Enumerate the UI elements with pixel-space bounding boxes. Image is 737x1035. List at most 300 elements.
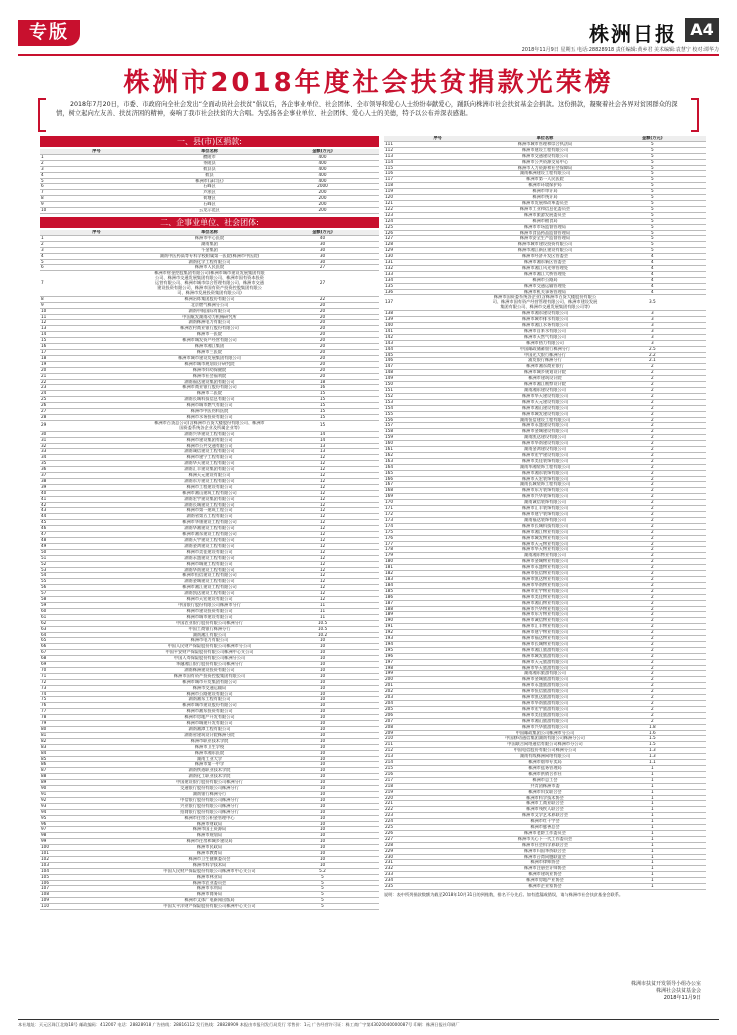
row-number: 117 [384,177,491,183]
row-unit-name: 株洲市美佳物业有限公司 [491,594,598,600]
row-amount: 2 [599,636,706,642]
row-number: 42 [40,502,153,508]
row-unit-name: 株洲市恒信建设工程有限公司 [153,573,266,579]
table-note: 说明：表中所列捐款数额为截至2018年10月31日的到账数，排名不分先后。如有遗漏或错误，请与株洲市社会扶贫基金会联系。 [384,892,624,897]
row-number: 89 [40,780,153,786]
row-number: 114 [384,159,491,165]
row-unit-name: 株洲市湘东商业银行 [491,364,598,370]
row-amount: 2 [599,535,706,541]
row-unit-name: 中国人民财产保险股份有限公司株洲市中心支公司 [153,868,266,874]
row-amount: 4 [599,254,706,260]
row-number: 94 [40,809,153,815]
row-number: 224 [384,819,491,825]
row-amount: 12 [266,490,379,496]
row-unit-name: 茶陵县 [153,160,266,166]
row-amount: 1 [599,765,706,771]
row-unit-name: 中国航发湖南动力机械研究所 [153,314,266,320]
row-amount: 1 [599,813,706,819]
row-number: 206 [384,712,491,718]
row-unit-name: 中国建设银行股份有限公司株洲分行 [153,780,266,786]
row-unit-name: 株洲市天宏建设有限公司 [153,597,266,603]
row-number: 138 [384,311,491,317]
row-amount: 10 [266,839,379,845]
row-unit-name: 株洲市美佳装饰有限公司 [491,458,598,464]
row-unit-name: 株洲市公共资源交易中心 [491,159,598,165]
row-amount: 10.2 [266,632,379,638]
row-amount: 1 [599,848,706,854]
row-number: 77 [40,709,153,715]
row-amount: 2 [599,470,706,476]
row-number: 51 [40,555,153,561]
row-amount: 5 [599,236,706,242]
col-header-amount: 金额(万元) [599,136,706,141]
row-amount: 2 [599,429,706,435]
row-number: 131 [384,260,491,266]
row-amount: 5 [599,147,706,153]
row-unit-name: 株洲市机关事务管理局 [491,289,598,295]
row-unit-name: 湖南诚信建设工程有限公司 [153,449,266,455]
row-amount: 11 [266,608,379,614]
row-unit-name: 株洲市城建工程有限公司 [153,561,266,567]
enterprise-donation-table [40,230,379,910]
row-number: 83 [40,744,153,750]
row-unit-name: 株洲市城发旅游有限公司 [491,653,598,659]
row-unit-name: 株洲市永盛建设有限公司 [491,423,598,429]
row-number: 20 [40,367,153,373]
row-amount: 10 [266,709,379,715]
row-amount: 400 [266,154,379,160]
left-column [40,136,379,1001]
row-amount: 2 [599,606,706,612]
row-unit-name: 株洲市一医院 [153,332,266,338]
row-amount: 10 [266,809,379,815]
enterprise-table-body [40,235,379,909]
row-amount: 10 [266,756,379,762]
row-number: 110 [40,904,153,910]
row-unit-name: 株洲市湘江水务有限公司 [491,323,598,329]
row-amount: 2 [599,364,706,370]
row-amount: 5 [599,224,706,230]
row-amount: 5 [599,165,706,171]
row-number: 137 [384,295,491,311]
row-amount: 2 [599,612,706,618]
row-number: 162 [384,452,491,458]
row-unit-name: 湖南诚信装饰有限公司 [491,500,598,506]
row-amount: 12 [266,591,379,597]
row-amount: 10 [266,856,379,862]
row-number: 12 [40,320,153,326]
row-unit-name: 湖南湘东物业有限公司 [491,553,598,559]
row-amount: 2 [599,689,706,695]
row-amount: 10 [266,673,379,679]
row-unit-name: 株洲市永盛旅游有限公司 [491,683,598,689]
row-amount: 27 [266,271,379,297]
row-amount: 2 [599,476,706,482]
row-number: 189 [384,612,491,618]
row-number: 56 [40,585,153,591]
row-number: 234 [384,878,491,884]
row-amount: 1.5 [599,736,706,742]
row-number: 228 [384,842,491,848]
row-unit-name: 株洲市美佳建设有限公司 [153,549,266,555]
row-amount: 12 [266,549,379,555]
row-amount: 12 [266,473,379,479]
row-unit-name: 株洲市凯达物业有限公司 [491,576,598,582]
row-unit-name: 株洲市工程建设有限公司 [153,484,266,490]
row-amount: 12 [266,508,379,514]
row-amount: 10 [266,768,379,774]
col-header-amount: 金额(万元) [266,149,379,154]
row-unit-name: 华融湘江银行股份有限公司株洲分行 [153,662,266,668]
row-number: 219 [384,789,491,795]
row-amount: 30 [266,253,379,259]
section-county-title: 一、县(市)区捐款: [40,136,379,147]
row-unit-name: 湖南兴华建设工程有限公司 [153,431,266,437]
row-amount: 20 [266,308,379,314]
row-unit-name: 株洲市交通运输管理处 [491,283,598,289]
row-amount: 2 [599,529,706,535]
row-amount: 11 [266,614,379,620]
row-amount: 1 [599,801,706,807]
row-amount: 2 [599,417,706,423]
row-unit-name: 株洲市建宁工程有限公司 [153,455,266,461]
row-amount: 10 [266,862,379,868]
row-unit-name: 湖南铁道职业技术学院 [153,768,266,774]
row-unit-name: 株洲市发展和改革委员会 [491,200,598,206]
row-number: 90 [40,786,153,792]
row-amount: 20 [266,314,379,320]
row-unit-name: 株洲市中医伤科医院 [153,409,266,415]
row-number: 50 [40,549,153,555]
row-unit-name: 湖南湘江有限公司 [153,632,266,638]
row-number: 193 [384,636,491,642]
row-unit-name: 湖南华湘建设工程有限公司 [153,526,266,532]
row-number: 43 [40,508,153,514]
row-number: 118 [384,183,491,189]
row-amount: 2 [599,659,706,665]
row-unit-name: 株洲市烟草专卖局 [491,760,598,766]
signature-block [631,981,701,1002]
row-number: 132 [384,265,491,271]
row-unit-name: 株洲市总工会 [491,777,598,783]
row-amount: 13 [266,443,379,449]
row-amount: 16 [266,385,379,391]
row-unit-name: 湖南株洲电力有限公司 [153,320,266,326]
row-number: 28 [40,414,153,420]
row-number: 191 [384,624,491,630]
row-unit-name: 株洲市建设投资有限公司 [153,608,266,614]
row-unit-name: 株洲市诚信物业有限公司 [491,618,598,624]
row-number: 167 [384,482,491,488]
row-number: 216 [384,771,491,777]
row-number: 134 [384,277,491,283]
row-unit-name: 株洲市城市建设股份有限公司 [153,703,266,709]
row-amount: 1 [599,819,706,825]
row-unit-name: 株洲市兴华物业有限公司 [491,606,598,612]
row-unit-name: 株洲市湘东新区管委会 [491,260,598,266]
row-unit-name: 湖南省第五工程有限公司 [153,514,266,520]
row-amount: 1.6 [599,730,706,736]
row-unit-name: 株洲市归国华侨联合会 [491,848,598,854]
row-number: 39 [40,484,153,490]
row-unit-name: 株洲市湘东建设工程有限公司 [153,532,266,538]
row-unit-name: 株洲市住房公积金管理中心 [153,815,266,821]
row-number: 231 [384,860,491,866]
row-unit-name: 株洲市汇丰装饰有限公司 [491,506,598,512]
row-unit-name: 湖南福达建设集团有限公司 [153,379,266,385]
row-amount: 1 [599,878,706,884]
row-number: 40 [40,490,153,496]
row-number: 154 [384,405,491,411]
row-number: 175 [384,529,491,535]
page-title: 株洲市2018年度社会扶贫捐款光荣榜 [123,68,614,98]
row-amount: 12 [266,467,379,473]
row-amount: 2 [599,482,706,488]
page-header [0,0,737,52]
col-header-no: 序号 [40,230,153,235]
row-amount: 10 [266,644,379,650]
row-unit-name: 株洲市城市建设有限公司 [153,614,266,620]
row-number: 3 [40,166,153,172]
intro-paragraph: 2018年7月20日，市委、市政府向全社会发出“全面动员社会扶贫”倡议后，各企事业单位、社会团体、全市领导和爱心人士纷纷奉献爱心，踊跃向株洲市社会扶贫基金会捐款。这份捐款，凝聚着社会各界对贫困群众的深情，树立起向左友善、扶贫济困的精神，奏响了我市社会扶贫的大合唱。为弘扬各企事业单位、社会团体、爱心人士的美德，特予以公布并深表感谢。 [56,101,678,117]
row-amount: 2 [599,677,706,683]
row-unit-name: 株洲市福达物业有限公司 [491,636,598,642]
row-unit-name: 株洲市律师协会 [491,860,598,866]
row-number: 1 [40,235,153,241]
row-amount: 1.3 [599,754,706,760]
row-number: 158 [384,429,491,435]
row-number: 186 [384,594,491,600]
row-amount: 1 [599,807,706,813]
row-amount: 12 [266,455,379,461]
row-amount: 5 [599,141,706,147]
row-unit-name: 株洲市长城科技有限公司 [491,523,598,529]
row-unit-name: 株洲市交通建设有限公司 [491,153,598,159]
row-amount: 12 [266,514,379,520]
row-unit-name: 石峰区 [153,184,266,190]
row-unit-name: 株洲市三医院 [153,350,266,356]
row-amount: 2 [599,399,706,405]
row-amount: 4 [599,283,706,289]
row-unit-name: 株洲市文体广电新闻出版局 [153,898,266,904]
row-unit-name: 中信银行股份有限公司株洲分行 [153,797,266,803]
row-amount: 5 [266,904,379,910]
row-number: 5 [40,178,153,184]
row-amount: 10 [266,774,379,780]
row-number: 213 [384,754,491,760]
row-number: 194 [384,641,491,647]
row-number: 67 [40,650,153,656]
row-number: 146 [384,358,491,364]
row-number: 57 [40,591,153,597]
row-number: 2 [40,241,153,247]
row-amount: 200 [266,208,379,214]
row-amount: 3.5 [599,295,706,311]
row-unit-name: 株洲市城市管理和综合执法局 [491,141,598,147]
row-unit-name: 株洲市自来水有限公司 [491,328,598,334]
row-number: 92 [40,797,153,803]
row-unit-name: 中国光大银行株洲分行 [491,352,598,358]
row-amount: 3 [599,334,706,340]
row-amount: 2 [599,718,706,724]
row-unit-name: 湖南华湘装饰工程有限公司 [491,464,598,470]
row-amount: 2 [599,488,706,494]
sign-org-2: 株洲社会扶贫基金会 [655,988,701,994]
row-amount: 2 [599,630,706,636]
row-number: 121 [384,200,491,206]
row-amount: 200 [266,190,379,196]
row-amount: 2 [599,588,706,594]
row-amount: 12 [266,520,379,526]
row-unit-name: 中国太平洋财产保险股份有限公司株洲中心支公司 [153,904,266,910]
row-number: 96 [40,821,153,827]
row-amount: 2 [599,447,706,453]
row-amount: 10 [266,732,379,738]
row-number: 31 [40,437,153,443]
row-amount: 200 [266,196,379,202]
row-number: 139 [384,317,491,323]
row-number: 232 [384,866,491,872]
row-number: 4 [40,253,153,259]
row-unit-name: 株洲市东方装饰有限公司 [491,488,598,494]
row-number: 230 [384,854,491,860]
row-number: 47 [40,532,153,538]
row-number: 91 [40,791,153,797]
row-number: 123 [384,212,491,218]
row-number: 222 [384,807,491,813]
row-number: 84 [40,750,153,756]
row-unit-name: 株洲市金城建设有限公司 [491,429,598,435]
row-unit-name: 株洲市城市开发集团有限公司 [153,679,266,685]
row-unit-name: 攸县县 [153,166,266,172]
row-unit-name: 株洲市建筑业协会 [491,872,598,878]
row-number: 126 [384,230,491,236]
row-unit-name: 湖南湘东旅游有限公司 [491,671,598,677]
row-number: 10 [40,208,153,214]
row-amount: 1 [599,771,706,777]
row-amount: 12 [266,543,379,549]
row-unit-name: 株洲市工业和信息化委员会 [491,206,598,212]
row-amount: 1 [599,884,706,890]
row-unit-name: 株洲市城发资产经营有限公司 [153,338,266,344]
row-unit-name: 株洲市湘东建设有限公司 [491,311,598,317]
row-number: 100 [40,845,153,851]
row-amount: 10 [266,697,379,703]
row-number: 115 [384,165,491,171]
row-number: 72 [40,679,153,685]
row-unit-name: 株洲市湘江勘察设计院 [491,382,598,388]
row-unit-name: 湖南汇丰建设集团有限公司 [153,467,266,473]
row-amount: 5.2 [266,868,379,874]
page-footer: 本社地址：天元区珠江北路18号 邮政编码：412007 电话：28828918 广告热线：28816112 发行热线：28828909 本报由市报刊发行局发行 零售价：1元 广告经营许可证：株工商广字第43020040000087号 印刷：株洲日报社印刷厂 [18,1019,719,1028]
row-number: 1 [40,154,153,160]
row-amount: 1 [599,872,706,878]
row-amount: 2 [599,641,706,647]
row-number: 29 [40,420,153,431]
row-unit-name: 株洲市卫生学校 [153,744,266,750]
row-unit-name: 株洲市湘东投资有限公司 [153,709,266,715]
table-row [40,208,379,214]
row-amount: 20 [266,320,379,326]
row-number: 198 [384,665,491,671]
row-amount: 2 [599,370,706,376]
row-unit-name: 千金集团 [153,247,266,253]
row-number: 33 [40,449,153,455]
row-unit-name: 株洲市规划局 [153,833,266,839]
row-unit-name: 株洲市湘山建筑工程有限公司 [153,490,266,496]
row-amount: 2 [599,452,706,458]
row-number: 212 [384,748,491,754]
row-unit-name: 株洲市国土资源局 [153,827,266,833]
row-unit-name: 株洲市金城物业有限公司 [491,559,598,565]
row-unit-name: 株洲市关心下一代工作委员会 [491,836,598,842]
row-amount: 12 [266,573,379,579]
row-amount: 30 [266,241,379,247]
row-number: 171 [384,506,491,512]
row-number: 46 [40,526,153,532]
row-unit-name: 株洲市第一中学 [153,762,266,768]
row-number: 163 [384,458,491,464]
row-amount: 2 [599,683,706,689]
row-amount: 2.1 [599,358,706,364]
row-number: 107 [40,886,153,892]
row-number: 38 [40,478,153,484]
row-unit-name: 中国人寿保险股份有限公司株洲分公司 [153,656,266,662]
row-amount: 10 [266,797,379,803]
row-number: 54 [40,573,153,579]
row-number: 116 [384,171,491,177]
row-amount: 10 [266,738,379,744]
row-unit-name: 株洲市统计局 [491,195,598,201]
row-amount: 14 [266,437,379,443]
row-amount: 5 [266,886,379,892]
row-number: 60 [40,608,153,614]
page-number: A4 [685,18,719,42]
row-unit-name: 株洲市审计局 [491,189,598,195]
row-unit-name: 株洲市华南物业有限公司 [491,582,598,588]
row-number: 147 [384,364,491,370]
row-amount: 5 [599,171,706,177]
row-unit-name: 株洲市水利局 [153,886,266,892]
row-unit-name: 株洲市科学技术协会 [491,795,598,801]
row-unit-name: 中国邮政储蓄银行株洲分行 [491,346,598,352]
row-amount: 30 [266,247,379,253]
row-unit-name: 株洲市湘江建设工程有限公司 [153,585,266,591]
row-unit-name: 株洲市老龄工作委员会 [491,830,598,836]
row-amount: 1.3 [599,748,706,754]
row-number: 221 [384,801,491,807]
row-number: 9 [40,302,153,308]
row-unit-name: 中国联合网络通信有限公司株洲市分公司 [491,742,598,748]
row-unit-name: 株洲市财政局 [153,821,266,827]
header-meta: 2018年11月9日 星期五 电话:28828918 责任编辑:黄乡君 美术编辑:袁慧宁 校对:谭华力 [521,47,719,53]
row-amount: 22 [266,296,379,302]
row-number: 168 [384,488,491,494]
col-header-amount: 金额(万元) [266,230,379,235]
row-number: 155 [384,411,491,417]
row-number: 164 [384,464,491,470]
row-unit-name: 株洲市人民医院 [153,265,266,271]
row-number: 192 [384,630,491,636]
left-bracket-decoration [38,98,46,132]
row-unit-name: 株洲市公路建设有限公司 [153,691,266,697]
row-unit-name: 株洲市卫生健康委员会 [153,856,266,862]
row-unit-name: 株洲市华天物业有限公司 [491,547,598,553]
row-number: 55 [40,579,153,585]
row-amount: 10 [266,845,379,851]
row-number: 103 [40,862,153,868]
row-number: 197 [384,659,491,665]
